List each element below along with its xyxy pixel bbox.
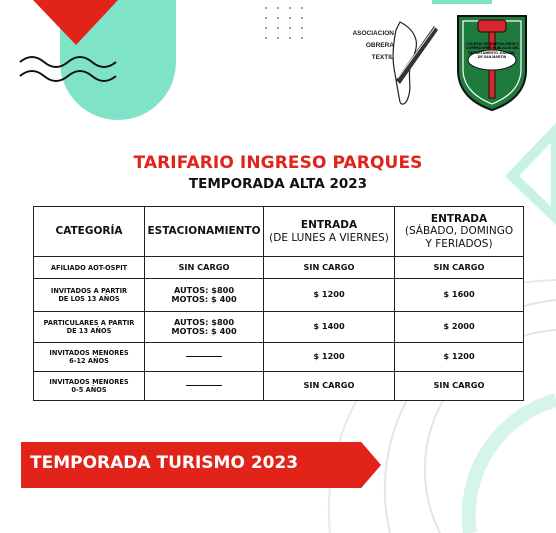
category-cell: PARTICULARES A PARTIR DE 13 AÑOS	[34, 312, 145, 343]
column-header: ESTACIONAMIENTO	[145, 207, 264, 257]
weekday-price-cell: $ 1400	[264, 312, 395, 343]
colegio-badge-line: DE SAN MARTIN	[477, 55, 507, 60]
colegio-badge-logo	[452, 12, 532, 112]
colegio-badge-line: COLEGIO DE MARTILLEROS Y	[466, 42, 519, 46]
shuttle-shape	[396, 26, 438, 84]
parking-cell: AUTOS: $800 MOTOS: $ 400	[145, 279, 264, 312]
mint-arc-shape	[469, 400, 556, 533]
dash-line-icon	[186, 385, 222, 386]
mint-arc-shape	[512, 130, 556, 218]
category-cell: INVITADOS A PARTIR DE LOS 13 AÑOS	[34, 279, 145, 312]
weekday-price-cell: $ 1200	[264, 279, 395, 312]
table-row	[34, 372, 524, 401]
column-header: ENTRADA (SÁBADO, DOMINGO Y FERIADOS)	[395, 207, 524, 257]
table-row	[34, 312, 524, 343]
table-row	[34, 257, 524, 279]
parking-cell	[145, 343, 264, 372]
weekday-price-cell: SIN CARGO	[264, 372, 395, 401]
aot-logo-line: OBRERA	[365, 42, 394, 49]
category-cell: INVITADOS MENORES 0-5 AÑOS	[34, 372, 145, 401]
colegio-badge-text	[466, 42, 518, 60]
page-subtitle: TEMPORADA ALTA 2023	[188, 176, 368, 192]
parking-cell: SIN CARGO	[145, 257, 264, 279]
table-header-row	[34, 207, 524, 257]
dot-grid-shape	[265, 7, 303, 39]
category-cell: INVITADOS MENORES 6-12 AÑOS	[34, 343, 145, 372]
column-header: ENTRADA (DE LUNES A VIERNES)	[264, 207, 395, 257]
weekend-price-cell: $ 1200	[395, 343, 524, 372]
table-row	[34, 279, 524, 312]
aot-logo-line: TEXTIL	[371, 54, 394, 61]
table-row	[34, 343, 524, 372]
category-cell: AFILIADO AOT-OSPIT	[34, 257, 145, 279]
tariff-table	[33, 206, 524, 401]
dash-line-icon	[186, 356, 222, 357]
weekend-price-cell: SIN CARGO	[395, 257, 524, 279]
weekend-price-cell: $ 2000	[395, 312, 524, 343]
parking-cell	[145, 372, 264, 401]
page-title: TARIFARIO INGRESO PARQUES	[133, 153, 423, 173]
colegio-badge-line: CORREDORES PUBLICOS DEL	[466, 46, 520, 51]
aot-logo-text	[338, 28, 394, 64]
weekend-price-cell: SIN CARGO	[395, 372, 524, 401]
aot-logo-line: ASOCIACION	[352, 30, 394, 37]
season-banner-text: TEMPORADA TURISMO 2023	[30, 453, 299, 473]
weekday-price-cell: SIN CARGO	[264, 257, 395, 279]
weekend-price-cell: $ 1600	[395, 279, 524, 312]
weekday-price-cell: $ 1200	[264, 343, 395, 372]
parking-cell: AUTOS: $800 MOTOS: $ 400	[145, 312, 264, 343]
mint-bar-shape	[432, 0, 492, 4]
column-header: CATEGORÍA	[34, 207, 145, 257]
colegio-badge-line: DEPARTAMENTO JUDICIAL	[468, 50, 516, 55]
